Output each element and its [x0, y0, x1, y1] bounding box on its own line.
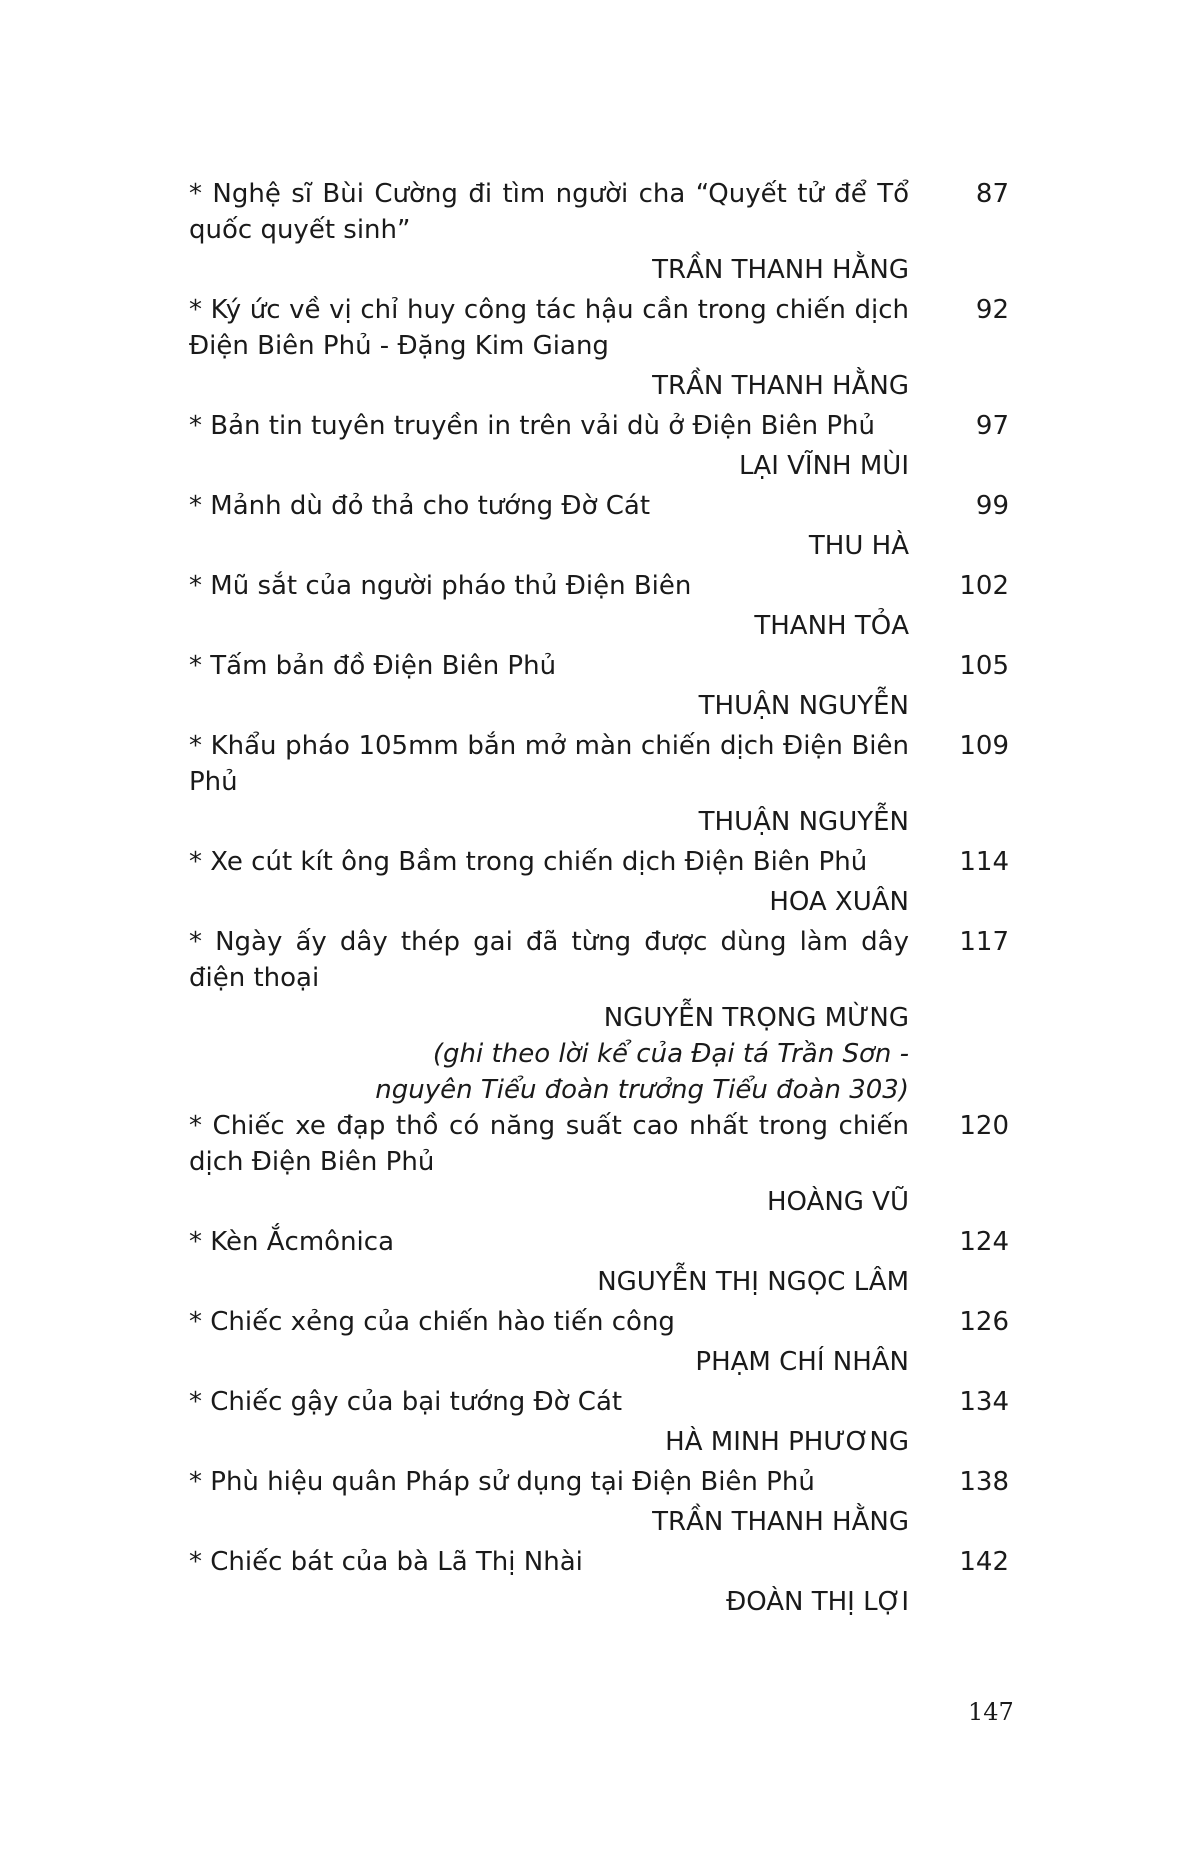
toc-entry — [189, 1108, 1009, 1220]
entry-author: NGUYỄN THỊ NGỌC LÂM — [597, 1267, 909, 1297]
entry-page: 124 — [959, 1227, 1009, 1257]
toc-entry — [189, 1544, 1009, 1620]
toc-entry — [189, 1384, 1009, 1460]
toc-entry — [189, 488, 1009, 564]
entry-title: * Chiếc bát của bà Lã Thị Nhài — [189, 1547, 583, 1577]
entry-title: * Chiếc xẻng của chiến hào tiến công — [189, 1307, 675, 1337]
entry-title: * Khẩu pháo 105mm bắn mở màn chiến dịch Điện Biên Phủ — [189, 731, 909, 797]
entry-title: * Mũ sắt của người pháo thủ Điện Biên — [189, 571, 692, 601]
entry-title: * Nghệ sĩ Bùi Cường đi tìm người cha “Quyết tử để Tổ quốc quyết sinh” — [189, 179, 909, 245]
entry-author: THUẬN NGUYỄN — [698, 807, 909, 837]
entry-title: * Tấm bản đồ Điện Biên Phủ — [189, 651, 557, 681]
entry-title: * Xe cút kít ông Bầm trong chiến dịch Điện Biên Phủ — [189, 847, 868, 877]
entry-page: 134 — [959, 1387, 1009, 1417]
toc-entry — [189, 568, 1009, 644]
table-of-contents — [189, 176, 1009, 1624]
entry-title: * Chiếc xe đạp thồ có năng suất cao nhất trong chiến dịch Điện Biên Phủ — [189, 1111, 909, 1177]
toc-entry — [189, 648, 1009, 724]
entry-title: * Ký ức về vị chỉ huy công tác hậu cần trong chiến dịch Điện Biên Phủ - Đặng Kim Giang — [189, 295, 909, 361]
entry-author: THUẬN NGUYỄN — [698, 691, 909, 721]
toc-entry — [189, 1464, 1009, 1540]
toc-entry — [189, 1224, 1009, 1300]
entry-author: PHẠM CHÍ NHÂN — [695, 1347, 909, 1377]
entry-author: HOÀNG VŨ — [766, 1187, 909, 1217]
entry-title: * Chiếc gậy của bại tướng Đờ Cát — [189, 1387, 623, 1417]
entry-author: TRẦN THANH HẰNG — [652, 371, 909, 401]
entry-author: HÀ MINH PHƯƠNG — [665, 1427, 909, 1457]
entry-author: HOA XUÂN — [769, 887, 909, 917]
entry-author: THANH TỎA — [754, 611, 909, 641]
entry-author: NGUYỄN TRỌNG MỪNG — [603, 1003, 909, 1033]
entry-title: * Phù hiệu quân Pháp sử dụng tại Điện Biên Phủ — [189, 1467, 815, 1497]
entry-author: LẠI VĨNH MÙI — [738, 451, 909, 481]
entry-page: 126 — [959, 1307, 1009, 1337]
entry-page: 120 — [959, 1111, 1009, 1141]
entry-author: THU HÀ — [808, 531, 909, 561]
toc-entry — [189, 408, 1009, 484]
entry-title: * Bản tin tuyên truyền in trên vải dù ở Điện Biên Phủ — [189, 411, 876, 441]
entry-page: 109 — [959, 731, 1009, 761]
entry-page: 102 — [959, 571, 1009, 601]
entry-page: 138 — [959, 1467, 1009, 1497]
entry-author: TRẦN THANH HẰNG — [652, 1507, 909, 1537]
toc-entry — [189, 728, 1009, 840]
entry-page: 142 — [959, 1547, 1009, 1577]
toc-entry — [189, 844, 1009, 920]
entry-title: * Ngày ấy dây thép gai đã từng được dùng làm dây điện thoại — [189, 927, 909, 993]
entry-page: 87 — [975, 179, 1009, 209]
entry-note: (ghi theo lời kể của Đại tá Trần Sơn - — [432, 1039, 909, 1069]
entry-author: ĐOÀN THỊ LỢI — [726, 1587, 909, 1617]
toc-entry — [189, 176, 1009, 288]
entry-author: TRẦN THANH HẰNG — [652, 255, 909, 285]
entry-page: 117 — [959, 927, 1009, 957]
entry-page: 105 — [959, 651, 1009, 681]
entry-page: 114 — [959, 847, 1009, 877]
entry-title: * Kèn Ắcmônica — [189, 1227, 395, 1257]
toc-entry — [189, 924, 1009, 1108]
entry-page: 92 — [975, 295, 1009, 325]
entry-note: nguyên Tiểu đoàn trưởng Tiểu đoàn 303) — [375, 1075, 909, 1105]
toc-entry — [189, 1304, 1009, 1380]
entry-page: 99 — [975, 491, 1009, 521]
entry-page: 97 — [975, 411, 1009, 441]
page-number: 147 — [968, 1698, 1014, 1726]
entry-title: * Mảnh dù đỏ thả cho tướng Đờ Cát — [189, 491, 651, 521]
toc-entry — [189, 292, 1009, 404]
